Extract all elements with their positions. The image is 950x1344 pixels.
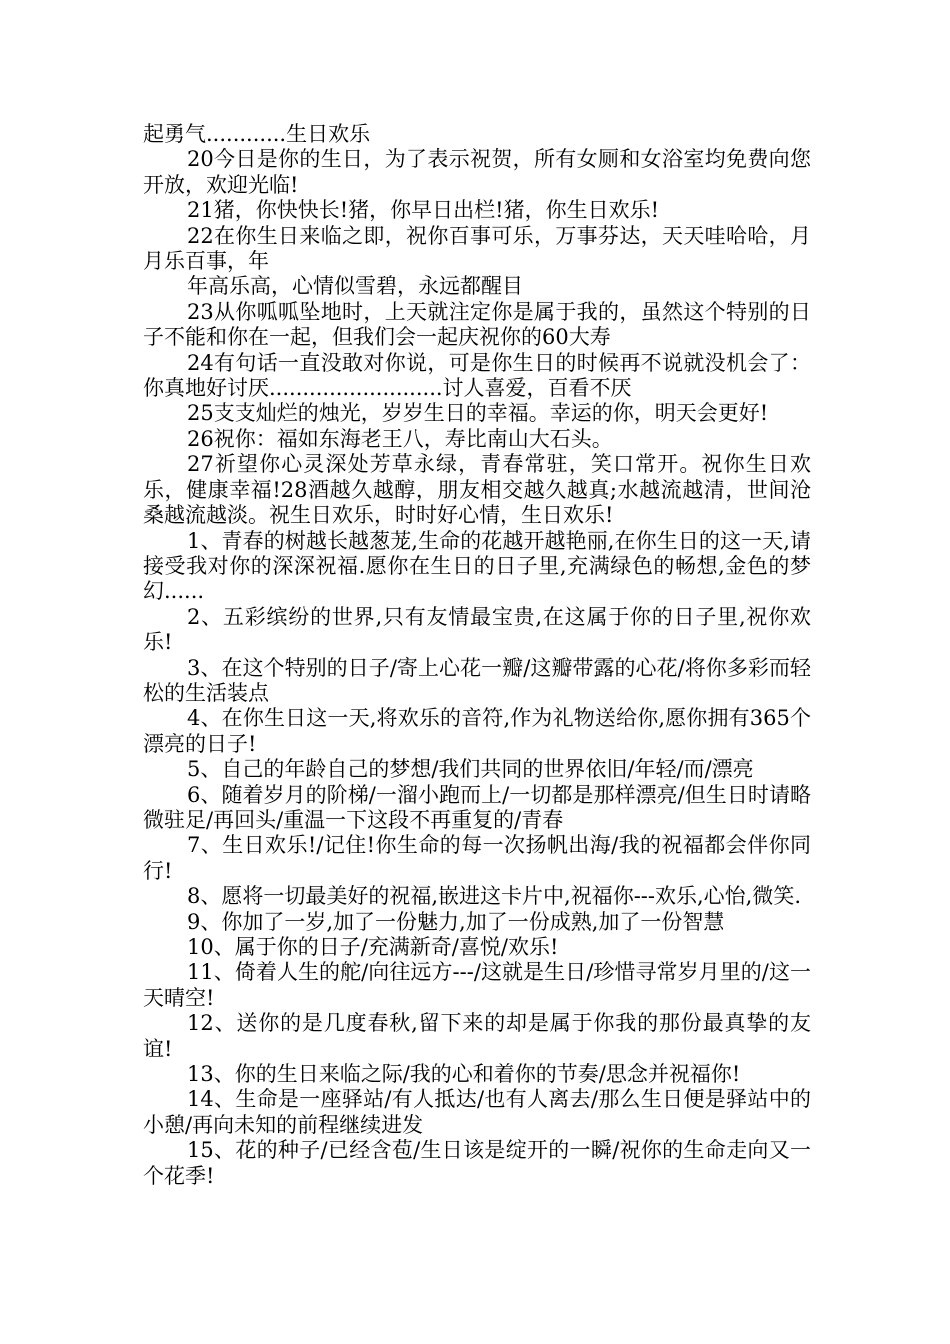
paragraph-7: 7、生日欢乐!/记住!你生命的每一次扬帆出海/我的祝福都会伴你同行! (143, 833, 811, 883)
paragraph-6: 6、随着岁月的阶梯/一溜小跑而上/一切都是那样漂亮/但生日时请略微驻足/再回头/重温一下这段不再重复的/青春 (143, 782, 811, 832)
paragraph-24: 24有句话一直没敢对你说，可是你生日的时候再不说就没机会了：你真地好讨厌..........................讨人喜爱，百看不厌 (143, 350, 811, 401)
paragraph-20: 20今日是你的生日，为了表示祝贺，所有女厕和女浴室均免费向您开放，欢迎光临! (143, 147, 811, 197)
paragraph-14: 14、生命是一座驿站/有人抵达/也有人离去/那么生日便是驿站中的小憩/再向未知的前程继续进发 (143, 1087, 811, 1137)
paragraph-3: 3、在这个特别的日子/寄上心花一瓣/这瓣带露的心花/将你多彩而轻松的生活装点 (143, 655, 811, 705)
paragraph-21: 21猪，你快快长!猪，你早日出栏!猪，你生日欢乐! (187, 198, 660, 223)
paragraph-10: 10、属于你的日子/充满新奇/喜悦/欢乐! (187, 935, 559, 959)
paragraph-5: 5、自己的年龄自己的梦想/我们共同的世界依旧/年轻/而/漂亮 (187, 757, 754, 782)
paragraph-9: 9、你加了一岁,加了一份魅力,加了一份成熟,加了一份智慧 (187, 909, 725, 934)
paragraph-27: 27祈望你心灵深处芳草永绿，青春常驻，笑口常开。祝你生日欢乐，健康幸福!28酒越久越醇，朋友相交越久越真;水越流越清，世间沧桑越流越淡。祝生日欢乐，时时好心情，生日欢乐! (143, 452, 811, 528)
paragraph-1: 1、青春的树越长越葱茏,生命的花越开越艳丽,在你生日的这一天,请接受我对你的深深祝福.愿你在生日的日子里,充满绿色的畅想,金色的梦幻...... (143, 528, 811, 604)
paragraph-continuation: 起勇气............生日欢乐 (143, 122, 371, 146)
paragraph-8: 8、愿将一切最美好的祝福,嵌进这卡片中,祝福你---欢乐,心怡,微笑. (187, 884, 802, 909)
paragraph-23: 23从你呱呱坠地时，上天就注定你是属于我的，虽然这个特别的日子不能和你在一起，但我们会一起庆祝你的60大寿 (143, 299, 811, 350)
paragraph-12: 12、送你的是几度春秋,留下来的却是属于你我的那份最真挚的友谊! (143, 1011, 811, 1061)
paragraph-4: 4、在你生日这一天,将欢乐的音符,作为礼物送给你,愿你拥有365个漂亮的日子! (143, 706, 811, 756)
paragraph-26: 26祝你：福如东海老王八，寿比南山大石头。 (187, 426, 613, 451)
paragraph-22: 22在你生日来临之即，祝你百事可乐，万事芬达，天天哇哈哈，月月乐百事，年 (143, 223, 811, 274)
paragraph-11: 11、倚着人生的舵/向往远方---/这就是生日/珍惜寻常岁月里的/这一天晴空! (143, 960, 811, 1010)
document-body (143, 122, 811, 1189)
paragraph-15: 15、花的种子/已经含苞/生日该是绽开的一瞬/祝你的生命走向又一个花季! (143, 1138, 811, 1188)
paragraph-25: 25支支灿烂的烛光，岁岁生日的幸福。幸运的你，明天会更好! (187, 401, 769, 426)
paragraph-2: 2、五彩缤纷的世界,只有友情最宝贵,在这属于你的日子里,祝你欢乐! (143, 604, 811, 655)
paragraph-13: 13、你的生日来临之际/我的心和着你的节奏/思念并祝福你! (187, 1062, 741, 1087)
paragraph-22-continued: 年高乐高，心情似雪碧，永远都醒目 (187, 274, 523, 299)
